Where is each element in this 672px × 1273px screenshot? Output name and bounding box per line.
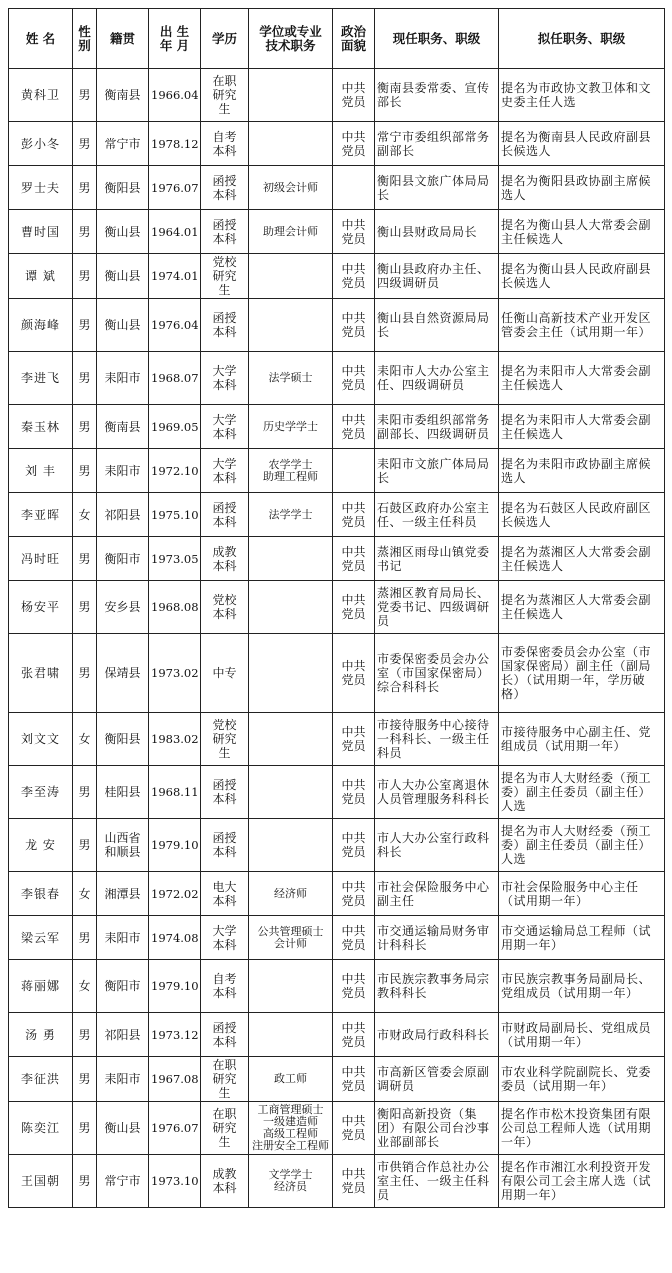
education-cell: 函授本科 — [201, 166, 249, 210]
gender-cell: 男 — [73, 299, 97, 352]
proposed-position-cell: 提名为衡山县人民政府副县长候选人 — [499, 254, 665, 299]
politics-cell: 中共党员 — [333, 254, 375, 299]
table-row — [9, 581, 665, 634]
gender-cell: 男 — [73, 1102, 97, 1155]
gender-cell: 女 — [73, 960, 97, 1013]
birth-cell: 1974.01 — [149, 254, 201, 299]
education-cell: 函授本科 — [201, 210, 249, 254]
birth-cell: 1976.07 — [149, 1102, 201, 1155]
birth-cell: 1973.05 — [149, 537, 201, 581]
origin-cell: 衡山县 — [97, 210, 149, 254]
header-name: 姓 名 — [9, 9, 73, 69]
name-cell: 李进飞 — [9, 352, 73, 405]
proposed-position-cell: 提名为衡山县人大常委会副主任候选人 — [499, 210, 665, 254]
education-cell: 大学本科 — [201, 449, 249, 493]
proposed-position-cell: 市交通运输局总工程师（试用期一年） — [499, 916, 665, 960]
table-row — [9, 254, 665, 299]
education-cell: 成教本科 — [201, 537, 249, 581]
education-cell: 函授本科 — [201, 766, 249, 819]
name-cell: 刘文文 — [9, 713, 73, 766]
gender-cell: 男 — [73, 254, 97, 299]
proposed-position-cell: 提名为石鼓区人民政府副区长候选人 — [499, 493, 665, 537]
proposed-position-cell: 市财政局副局长、党组成员（试用期一年） — [499, 1013, 665, 1057]
current-position-cell: 市民族宗教事务局宗教科科长 — [375, 960, 499, 1013]
degree-cell: 法学学士 — [249, 493, 333, 537]
table-row — [9, 122, 665, 166]
name-cell: 彭小冬 — [9, 122, 73, 166]
birth-cell: 1968.11 — [149, 766, 201, 819]
gender-cell: 女 — [73, 493, 97, 537]
degree-cell — [249, 299, 333, 352]
education-cell: 在职研究生 — [201, 69, 249, 122]
table-row — [9, 537, 665, 581]
birth-cell: 1979.10 — [149, 819, 201, 872]
name-cell: 龙 安 — [9, 819, 73, 872]
politics-cell: 中共党员 — [333, 405, 375, 449]
birth-cell: 1969.05 — [149, 405, 201, 449]
origin-cell: 耒阳市 — [97, 1057, 149, 1102]
name-cell: 颜海峰 — [9, 299, 73, 352]
table-row — [9, 1057, 665, 1102]
politics-cell: 中共党员 — [333, 634, 375, 713]
table-row — [9, 634, 665, 713]
birth-cell: 1964.01 — [149, 210, 201, 254]
degree-cell — [249, 713, 333, 766]
name-cell: 刘 丰 — [9, 449, 73, 493]
politics-cell: 中共党员 — [333, 819, 375, 872]
degree-cell: 助理会计师 — [249, 210, 333, 254]
origin-cell: 常宁市 — [97, 1155, 149, 1208]
gender-cell: 男 — [73, 122, 97, 166]
appointment-table — [8, 8, 665, 1208]
table-row — [9, 916, 665, 960]
name-cell: 谭 斌 — [9, 254, 73, 299]
table-row — [9, 299, 665, 352]
current-position-cell: 耒阳市文旅广体局局长 — [375, 449, 499, 493]
origin-cell: 衡阳县 — [97, 166, 149, 210]
current-position-cell: 市社会保险服务中心副主任 — [375, 872, 499, 916]
education-cell: 电大本科 — [201, 872, 249, 916]
degree-cell — [249, 819, 333, 872]
current-position-cell: 衡山县自然资源局局长 — [375, 299, 499, 352]
proposed-position-cell: 提名为市人大财经委（预工委）副主任委员（副主任）人选 — [499, 766, 665, 819]
header-degree: 学位或专业 技术职务 — [249, 9, 333, 69]
name-cell: 李至涛 — [9, 766, 73, 819]
gender-cell: 男 — [73, 634, 97, 713]
birth-cell: 1979.10 — [149, 960, 201, 1013]
education-cell: 大学本科 — [201, 916, 249, 960]
origin-cell: 祁阳县 — [97, 493, 149, 537]
politics-cell: 中共党员 — [333, 916, 375, 960]
education-cell: 函授本科 — [201, 1013, 249, 1057]
degree-cell — [249, 1013, 333, 1057]
politics-cell: 中共党员 — [333, 1057, 375, 1102]
origin-cell: 衡阳市 — [97, 960, 149, 1013]
birth-cell: 1972.10 — [149, 449, 201, 493]
gender-cell: 男 — [73, 405, 97, 449]
table-row — [9, 449, 665, 493]
proposed-position-cell: 提名为衡阳县政协副主席候选人 — [499, 166, 665, 210]
current-position-cell: 衡山县政府办主任、四级调研员 — [375, 254, 499, 299]
birth-cell: 1973.02 — [149, 634, 201, 713]
current-position-cell: 蒸湘区教育局局长、党委书记、四级调研员 — [375, 581, 499, 634]
gender-cell: 男 — [73, 766, 97, 819]
table-row — [9, 872, 665, 916]
origin-cell: 耒阳市 — [97, 916, 149, 960]
gender-cell: 女 — [73, 872, 97, 916]
birth-cell: 1968.07 — [149, 352, 201, 405]
origin-cell: 湘潭县 — [97, 872, 149, 916]
origin-cell: 山西省和顺县 — [97, 819, 149, 872]
current-position-cell: 市接待服务中心接待一科科长、一级主任科员 — [375, 713, 499, 766]
header-gender: 性别 — [73, 9, 97, 69]
current-position-cell: 衡南县委常委、宣传部长 — [375, 69, 499, 122]
degree-cell — [249, 634, 333, 713]
name-cell: 黄科卫 — [9, 69, 73, 122]
name-cell: 陈奕江 — [9, 1102, 73, 1155]
politics-cell: 中共党员 — [333, 122, 375, 166]
degree-cell: 文学学士 经济员 — [249, 1155, 333, 1208]
table-row — [9, 352, 665, 405]
degree-cell — [249, 581, 333, 634]
header-current-position: 现任职务、职级 — [375, 9, 499, 69]
degree-cell: 法学硕士 — [249, 352, 333, 405]
birth-cell: 1975.10 — [149, 493, 201, 537]
degree-cell — [249, 766, 333, 819]
appointment-table-sheet — [8, 8, 664, 1264]
origin-cell: 衡南县 — [97, 405, 149, 449]
politics-cell — [333, 166, 375, 210]
degree-cell — [249, 69, 333, 122]
proposed-position-cell: 提名为耒阳市人大常委会副主任候选人 — [499, 405, 665, 449]
politics-cell: 中共党员 — [333, 872, 375, 916]
origin-cell: 衡阳市 — [97, 537, 149, 581]
current-position-cell: 耒阳市委组织部常务副部长、四级调研员 — [375, 405, 499, 449]
current-position-cell: 市人大办公室行政科科长 — [375, 819, 499, 872]
origin-cell: 安乡县 — [97, 581, 149, 634]
politics-cell: 中共党员 — [333, 581, 375, 634]
name-cell: 秦玉林 — [9, 405, 73, 449]
proposed-position-cell: 市社会保险服务中心主任（试用期一年） — [499, 872, 665, 916]
birth-cell: 1976.04 — [149, 299, 201, 352]
education-cell: 函授本科 — [201, 819, 249, 872]
current-position-cell: 蒸湘区雨母山镇党委书记 — [375, 537, 499, 581]
table-body — [9, 69, 665, 1208]
birth-cell: 1968.08 — [149, 581, 201, 634]
gender-cell: 男 — [73, 1155, 97, 1208]
degree-cell: 政工师 — [249, 1057, 333, 1102]
birth-cell: 1973.12 — [149, 1013, 201, 1057]
proposed-position-cell: 市委保密委员会办公室（市国家保密局）副主任（副局长）（试用期一年，学历破格） — [499, 634, 665, 713]
gender-cell: 男 — [73, 166, 97, 210]
gender-cell: 男 — [73, 210, 97, 254]
education-cell: 在职研究生 — [201, 1102, 249, 1155]
current-position-cell: 石鼓区政府办公室主任、一级主任科员 — [375, 493, 499, 537]
degree-cell: 历史学学士 — [249, 405, 333, 449]
proposed-position-cell: 市民族宗教事务局副局长、党组成员（试用期一年） — [499, 960, 665, 1013]
origin-cell: 保靖县 — [97, 634, 149, 713]
origin-cell: 耒阳市 — [97, 449, 149, 493]
birth-cell: 1966.04 — [149, 69, 201, 122]
politics-cell: 中共党员 — [333, 1013, 375, 1057]
gender-cell: 男 — [73, 449, 97, 493]
origin-cell: 衡阳县 — [97, 713, 149, 766]
degree-cell — [249, 254, 333, 299]
table-row — [9, 69, 665, 122]
education-cell: 党校本科 — [201, 581, 249, 634]
education-cell: 党校研究生 — [201, 713, 249, 766]
name-cell: 罗士夫 — [9, 166, 73, 210]
name-cell: 冯时旺 — [9, 537, 73, 581]
politics-cell: 中共党员 — [333, 210, 375, 254]
gender-cell: 男 — [73, 819, 97, 872]
origin-cell: 桂阳县 — [97, 766, 149, 819]
current-position-cell: 市供销合作总社办公室主任、一级主任科员 — [375, 1155, 499, 1208]
current-position-cell: 衡阳县文旅广体局局长 — [375, 166, 499, 210]
table-row — [9, 766, 665, 819]
birth-cell: 1973.10 — [149, 1155, 201, 1208]
table-row — [9, 405, 665, 449]
table-row — [9, 713, 665, 766]
name-cell: 李银春 — [9, 872, 73, 916]
table-row — [9, 1102, 665, 1155]
name-cell: 汤 勇 — [9, 1013, 73, 1057]
proposed-position-cell: 提名作市松木投资集团有限公司总工程师人选（试用期一年） — [499, 1102, 665, 1155]
proposed-position-cell: 市农业科学院副院长、党委委员（试用期一年） — [499, 1057, 665, 1102]
table-row — [9, 493, 665, 537]
name-cell: 曹时国 — [9, 210, 73, 254]
education-cell: 自考本科 — [201, 122, 249, 166]
table-row — [9, 819, 665, 872]
birth-cell: 1983.02 — [149, 713, 201, 766]
name-cell: 王国朝 — [9, 1155, 73, 1208]
proposed-position-cell: 提名作市湘江水利投资开发有限公司工会主席人选（试用期一年） — [499, 1155, 665, 1208]
education-cell: 成教本科 — [201, 1155, 249, 1208]
politics-cell: 中共党员 — [333, 766, 375, 819]
education-cell: 自考本科 — [201, 960, 249, 1013]
current-position-cell: 衡山县财政局局长 — [375, 210, 499, 254]
politics-cell — [333, 449, 375, 493]
politics-cell: 中共党员 — [333, 69, 375, 122]
current-position-cell: 常宁市委组织部常务副部长 — [375, 122, 499, 166]
proposed-position-cell: 提名为蒸湘区人大常委会副主任候选人 — [499, 581, 665, 634]
gender-cell: 男 — [73, 916, 97, 960]
education-cell: 函授本科 — [201, 493, 249, 537]
origin-cell: 衡山县 — [97, 1102, 149, 1155]
table-row — [9, 1013, 665, 1057]
proposed-position-cell: 提名为衡南县人民政府副县长候选人 — [499, 122, 665, 166]
name-cell: 张君啸 — [9, 634, 73, 713]
degree-cell — [249, 537, 333, 581]
degree-cell: 经济师 — [249, 872, 333, 916]
birth-cell: 1974.08 — [149, 916, 201, 960]
gender-cell: 男 — [73, 537, 97, 581]
politics-cell: 中共党员 — [333, 960, 375, 1013]
gender-cell: 男 — [73, 1057, 97, 1102]
proposed-position-cell: 提名为耒阳市政协副主席候选人 — [499, 449, 665, 493]
birth-cell: 1976.07 — [149, 166, 201, 210]
politics-cell: 中共党员 — [333, 537, 375, 581]
politics-cell: 中共党员 — [333, 1102, 375, 1155]
header-proposed-position: 拟任职务、职级 — [499, 9, 665, 69]
gender-cell: 女 — [73, 713, 97, 766]
gender-cell: 男 — [73, 1013, 97, 1057]
education-cell: 中专 — [201, 634, 249, 713]
current-position-cell: 市委保密委员会办公室（市国家保密局）综合科科长 — [375, 634, 499, 713]
education-cell: 党校研究生 — [201, 254, 249, 299]
proposed-position-cell: 提名为市政协文教卫体和文史委主任人选 — [499, 69, 665, 122]
header-education: 学历 — [201, 9, 249, 69]
gender-cell: 男 — [73, 69, 97, 122]
current-position-cell: 市高新区管委会原副调研员 — [375, 1057, 499, 1102]
degree-cell: 工商管理硕士 一级建造师 高级工程师 注册安全工程师 — [249, 1102, 333, 1155]
origin-cell: 耒阳市 — [97, 352, 149, 405]
degree-cell: 农学学士 助理工程师 — [249, 449, 333, 493]
education-cell: 函授本科 — [201, 299, 249, 352]
origin-cell: 衡南县 — [97, 69, 149, 122]
proposed-position-cell: 提名为市人大财经委（预工委）副主任委员（副主任）人选 — [499, 819, 665, 872]
name-cell: 杨安平 — [9, 581, 73, 634]
name-cell: 李亚晖 — [9, 493, 73, 537]
origin-cell: 衡山县 — [97, 254, 149, 299]
education-cell: 大学本科 — [201, 352, 249, 405]
degree-cell: 公共管理硕士 会计师 — [249, 916, 333, 960]
origin-cell: 衡山县 — [97, 299, 149, 352]
proposed-position-cell: 提名为蒸湘区人大常委会副主任候选人 — [499, 537, 665, 581]
name-cell: 蒋丽娜 — [9, 960, 73, 1013]
politics-cell: 中共党员 — [333, 299, 375, 352]
current-position-cell: 耒阳市人大办公室主任、四级调研员 — [375, 352, 499, 405]
current-position-cell: 市财政局行政科科长 — [375, 1013, 499, 1057]
politics-cell: 中共党员 — [333, 713, 375, 766]
origin-cell: 祁阳县 — [97, 1013, 149, 1057]
current-position-cell: 市交通运输局财务审计科科长 — [375, 916, 499, 960]
proposed-position-cell: 任衡山高新技术产业开发区管委会主任（试用期一年） — [499, 299, 665, 352]
education-cell: 大学本科 — [201, 405, 249, 449]
gender-cell: 男 — [73, 581, 97, 634]
birth-cell: 1967.08 — [149, 1057, 201, 1102]
name-cell: 梁云军 — [9, 916, 73, 960]
table-row — [9, 960, 665, 1013]
table-row — [9, 166, 665, 210]
origin-cell: 常宁市 — [97, 122, 149, 166]
header-row — [9, 9, 665, 69]
degree-cell — [249, 960, 333, 1013]
degree-cell — [249, 122, 333, 166]
politics-cell: 中共党员 — [333, 493, 375, 537]
name-cell: 李征洪 — [9, 1057, 73, 1102]
table-row — [9, 210, 665, 254]
current-position-cell: 衡阳高新投资（集团）有限公司台沙事业部副部长 — [375, 1102, 499, 1155]
header-politics: 政治 面貌 — [333, 9, 375, 69]
politics-cell: 中共党员 — [333, 1155, 375, 1208]
birth-cell: 1978.12 — [149, 122, 201, 166]
degree-cell: 初级会计师 — [249, 166, 333, 210]
gender-cell: 男 — [73, 352, 97, 405]
education-cell: 在职研究生 — [201, 1057, 249, 1102]
politics-cell: 中共党员 — [333, 352, 375, 405]
header-origin: 籍贯 — [97, 9, 149, 69]
proposed-position-cell: 提名为耒阳市人大常委会副主任候选人 — [499, 352, 665, 405]
proposed-position-cell: 市接待服务中心副主任、党组成员（试用期一年） — [499, 713, 665, 766]
table-row — [9, 1155, 665, 1208]
current-position-cell: 市人大办公室离退休人员管理服务科科长 — [375, 766, 499, 819]
header-birth: 出 生 年 月 — [149, 9, 201, 69]
birth-cell: 1972.02 — [149, 872, 201, 916]
